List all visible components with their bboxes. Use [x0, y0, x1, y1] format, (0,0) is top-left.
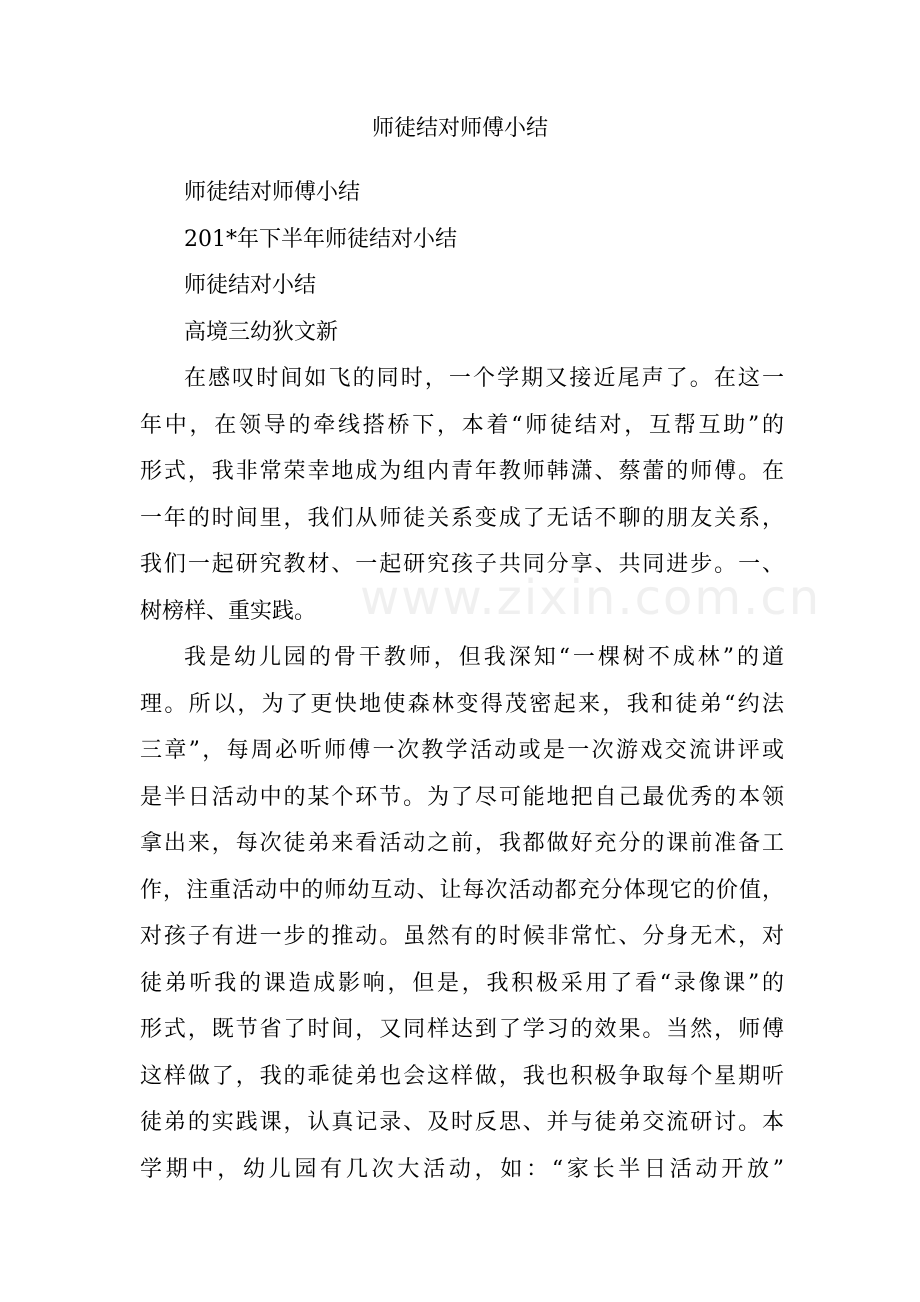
text-line: 是半日活动中的某个环节。为了尽可能地把自己最优秀的本领: [140, 784, 784, 810]
text-line: 树榜样、重实践。: [140, 598, 317, 624]
document-body: [140, 176, 784, 1199]
text-line: 形式，既节省了时间，又同样达到了学习的效果。当然，师傅: [140, 1017, 784, 1042]
text-line: 这样做了，我的乖徒弟也会这样做，我也积极争取每个星期听: [140, 1063, 784, 1089]
document-title: 师徒结对师傅小结: [371, 116, 548, 141]
text-line: 一年的时间里，我们从师徒关系变成了无话不聊的朋友关系，: [140, 505, 784, 531]
text-line: 拿出来，每次徒弟来看活动之前，我都做好充分的课前准备工: [140, 831, 784, 856]
text-line: 师徒结对师傅小结: [184, 180, 361, 205]
text-line: 201*年下半年师徒结对小结: [184, 226, 457, 252]
text-line: 学期中，幼儿园有几次大活动，如：“家长半日活动开放”: [140, 1156, 784, 1182]
text-line: 理。所以，为了更快地使森林变得茂密起来，我和徒弟“约法: [140, 691, 784, 717]
text-line: 师徒结对小结: [184, 273, 317, 298]
text-line: 作，注重活动中的师幼互动、让每次活动都充分体现它的价值，: [140, 877, 784, 903]
text-line: 在感叹时间如飞的同时，一个学期又接近尾声了。在这一: [184, 366, 784, 391]
text-line: 我是幼儿园的骨干教师，但我深知“一棵树不成林”的道: [184, 645, 784, 670]
text-line: 对孩子有进一步的推动。虽然有的时候非常忙、分身无术，对: [140, 924, 784, 949]
watermark: www.zixin.com.cn: [360, 570, 822, 626]
text-line: 我们一起研究教材、一起研究孩子共同分享、共同进步。一、: [140, 552, 784, 577]
text-line: 年中，在领导的牵线搭桥下，本着“师徒结对，互帮互助”的: [140, 412, 784, 438]
text-line: 徒弟的实践课，认真记录、及时反思、并与徒弟交流研讨。本: [140, 1110, 784, 1135]
text-line: 高境三幼狄文新: [184, 319, 339, 345]
text-line: 三章”，每周必听师傅一次教学活动或是一次游戏交流讲评或: [140, 738, 784, 763]
text-line: 徒弟听我的课造成影响，但是，我积极采用了看“录像课”的: [140, 970, 784, 996]
text-line: 形式，我非常荣幸地成为组内青年教师韩潇、蔡蕾的师傅。在: [140, 459, 784, 484]
